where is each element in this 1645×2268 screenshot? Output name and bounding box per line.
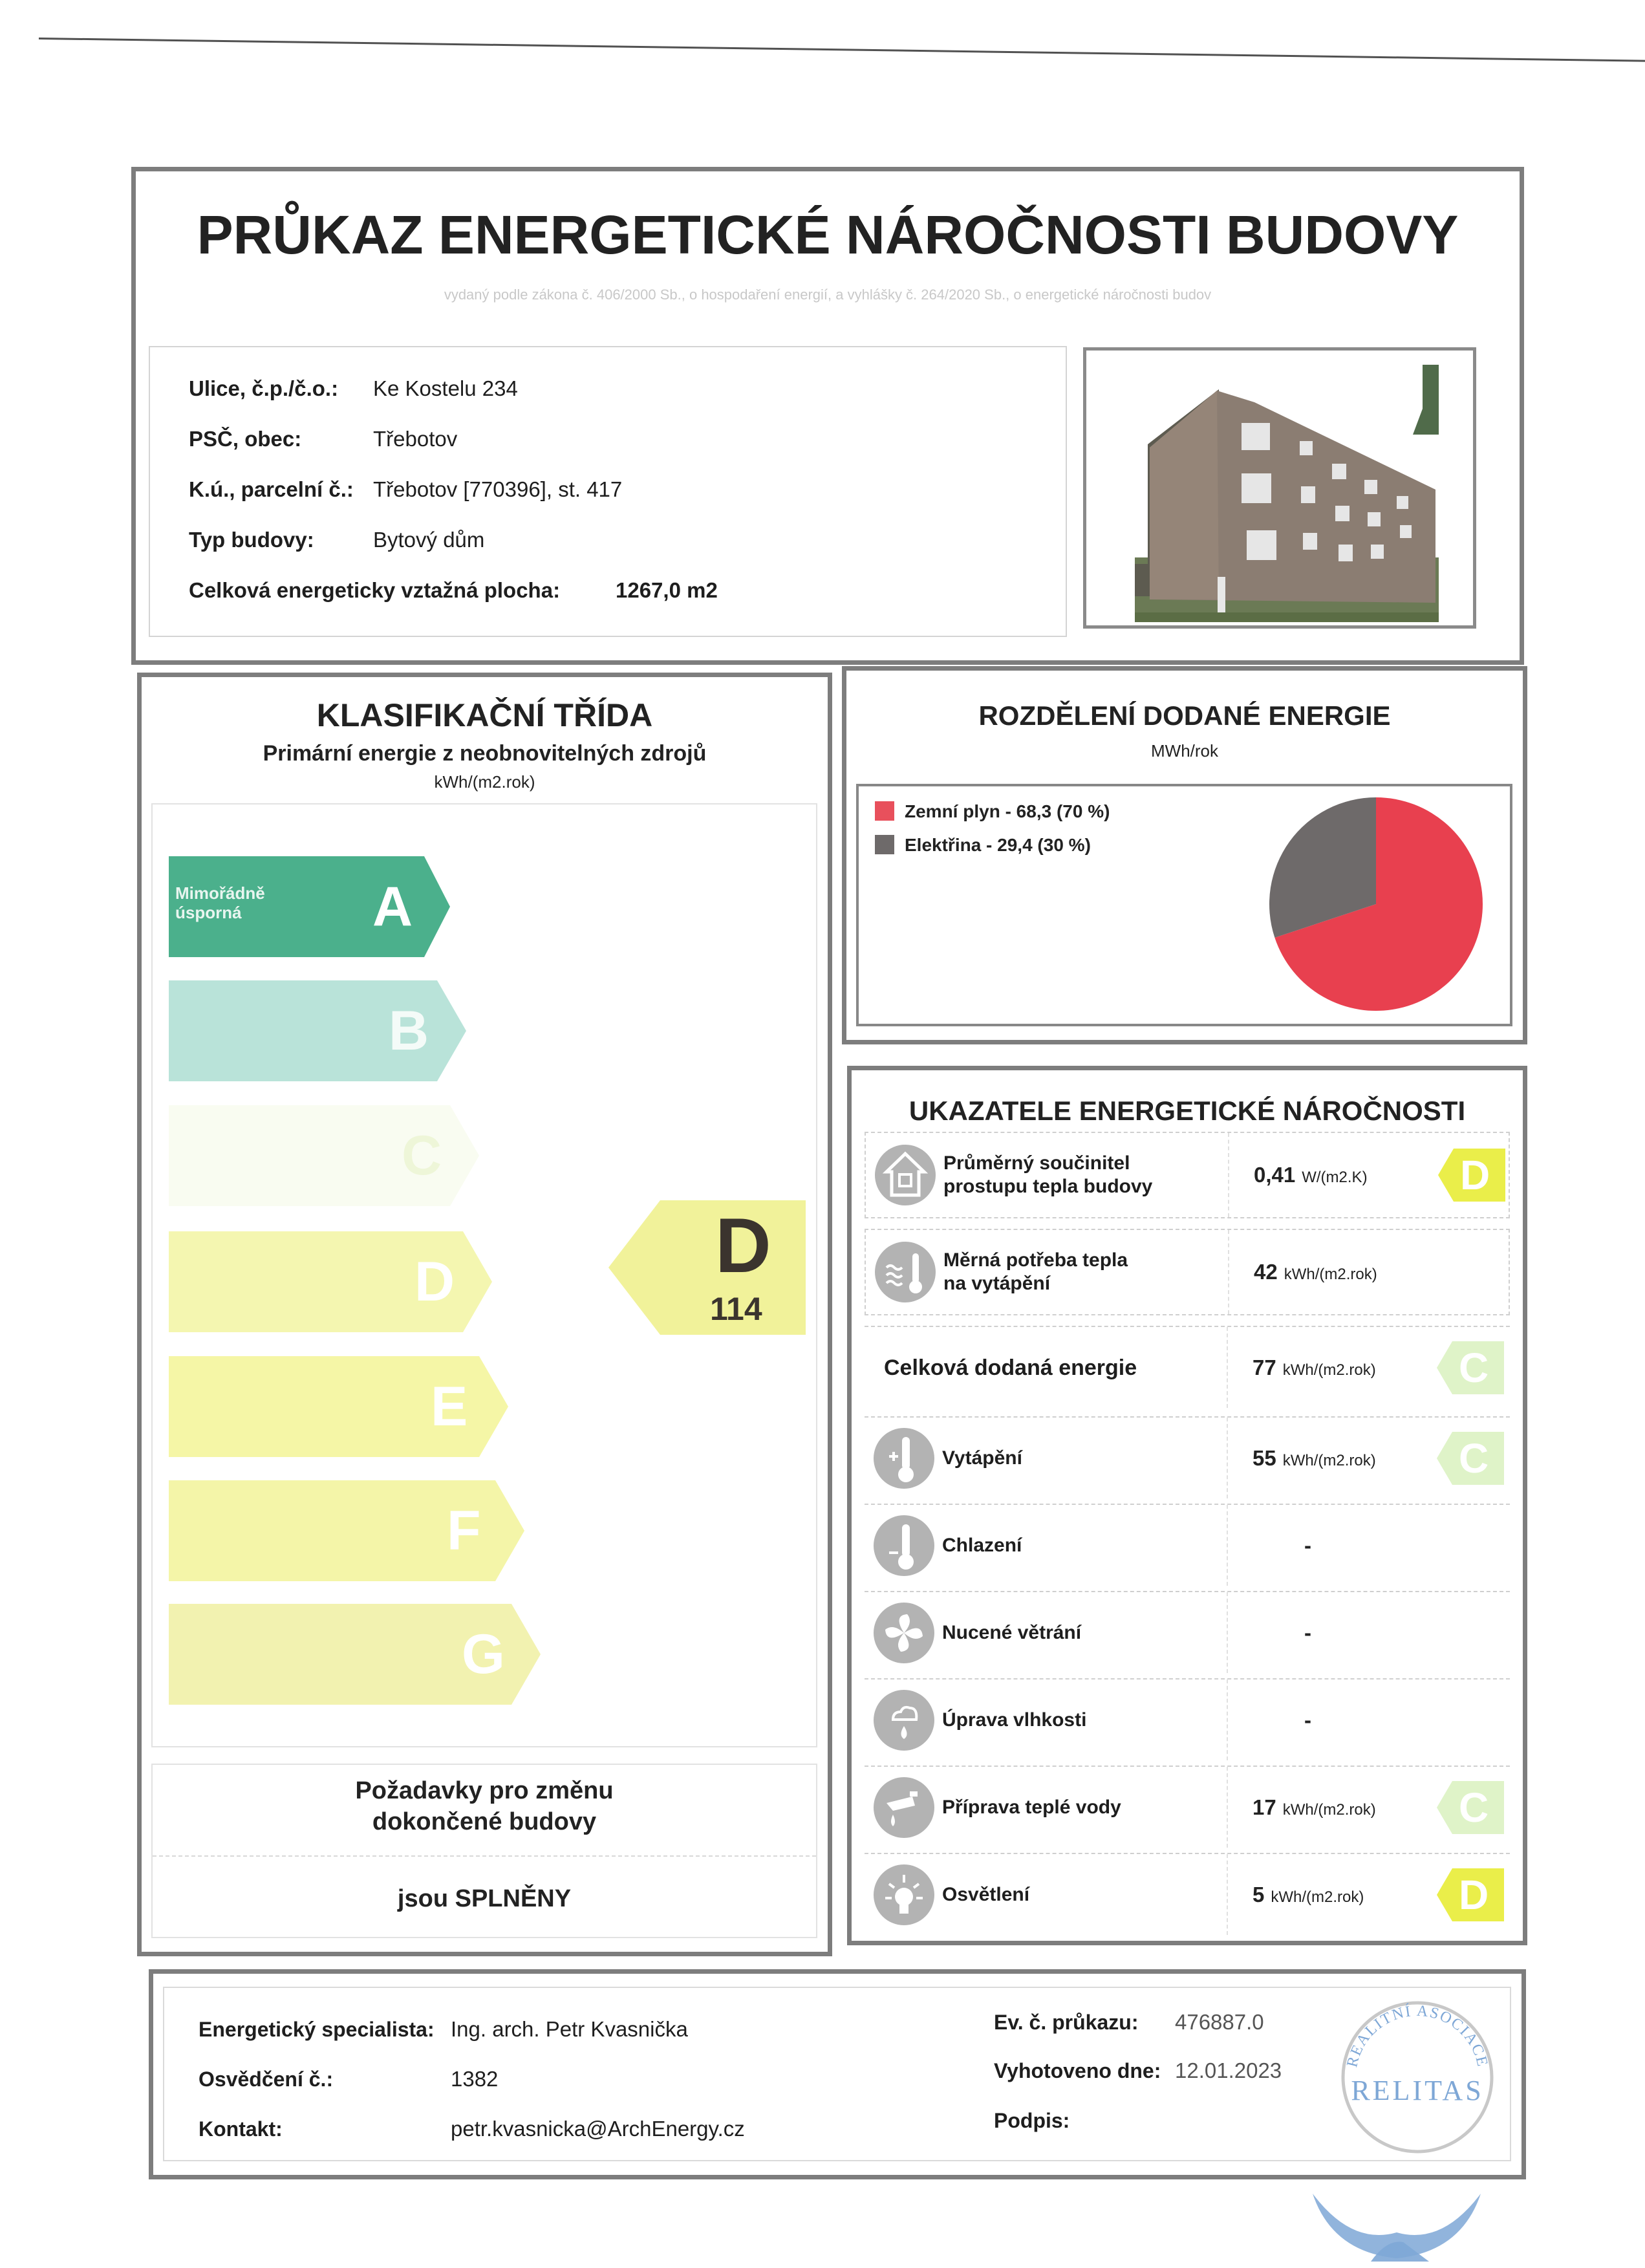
indicator-class-badge [1437, 1341, 1504, 1394]
indicator-class-badge [1438, 1149, 1505, 1202]
requirements-box [151, 1764, 817, 1938]
info-value: Bytový dům [373, 528, 485, 552]
certificate-label: Osvědčení č.: [199, 2068, 334, 2091]
indicator-label [943, 1152, 1152, 1198]
building-info-box [149, 346, 1067, 637]
class-a-caption-line1: Mimořádně [175, 883, 265, 903]
stamp-wings [1313, 2194, 1481, 2258]
indicator-label-line1: Příprava teplé vody [942, 1796, 1121, 1818]
info-row-address [189, 376, 1053, 405]
issue-date-value: 12.01.2023 [1175, 2058, 1282, 2082]
classification-unit: kWh/(m2.rok) [434, 772, 535, 792]
indicator-class-letter: C [1459, 1434, 1489, 1482]
evidence-number-label: Ev. č. průkazu: [994, 2011, 1139, 2034]
indicator-value [1304, 1531, 1311, 1560]
house-icon [875, 1145, 936, 1205]
indicator-unit: kWh/(m2.rok) [1282, 1800, 1376, 1819]
requirements-status: jsou SPLNĚNY [397, 1885, 572, 1912]
indicator-label-line1: Celková dodaná energie [884, 1355, 1137, 1380]
indicator-class-badge [1437, 1781, 1504, 1834]
info-value: Ke Kostelu 234 [373, 376, 518, 400]
info-value: 1267,0 m2 [616, 578, 718, 602]
class-letter-g: G [462, 1623, 505, 1685]
realitas-stamp [1300, 2181, 1494, 2265]
class-letter-f: F [447, 1500, 481, 1562]
indicator-column-divider [1227, 1767, 1228, 1848]
indicator-column-divider [1227, 1592, 1228, 1673]
indicator-row [865, 1853, 1510, 1935]
indicator-label [942, 1883, 1029, 1906]
indicator-row [865, 1678, 1510, 1760]
indicator-label-line1: Vytápění [942, 1447, 1022, 1469]
indicator-number: 0,41 [1254, 1163, 1296, 1187]
indicator-number: - [1304, 1533, 1311, 1557]
class-letter-e: E [431, 1376, 468, 1438]
indicator-class-letter: D [1460, 1152, 1490, 1198]
indicator-value [1253, 1354, 1376, 1385]
class-a-caption [175, 883, 265, 922]
indicator-number: 42 [1254, 1260, 1278, 1284]
indicator-label [884, 1355, 1137, 1381]
indicator-label-line1: Úprava vlhkosti [942, 1709, 1087, 1731]
indicator-column-divider [1228, 1230, 1229, 1314]
class-letter-d: D [414, 1251, 455, 1313]
stamp-seal-graphic [1337, 1993, 1498, 2155]
indicator-value [1254, 1161, 1368, 1192]
evidence-number-value: 476887.0 [1175, 2010, 1264, 2034]
indicator-number: 77 [1253, 1355, 1276, 1379]
legend-swatch-electricity [875, 835, 894, 854]
info-label: K.ú., parcelní č.: [189, 477, 354, 501]
indicator-value [1253, 1793, 1376, 1824]
indicator-label-line1: Osvětlení [942, 1883, 1030, 1905]
building-photo-image [1086, 351, 1473, 625]
indicator-number: - [1304, 1707, 1311, 1732]
indicator-column-divider [1228, 1133, 1229, 1217]
indicator-label [942, 1796, 1121, 1819]
indicator-label [942, 1709, 1086, 1732]
info-value: Třebotov [373, 427, 458, 451]
indicator-column-divider [1227, 1418, 1228, 1498]
building-photo [1083, 347, 1476, 629]
page-subtitle: vydaný podle zákona č. 406/2000 Sb., o hospodaření energií, a vyhlášky č. 264/2020 Sb., o energetické náročnosti budov [444, 286, 1212, 303]
indicator-column-divider [1227, 1327, 1228, 1408]
info-row-city [189, 427, 1053, 455]
indicator-label [942, 1534, 1022, 1557]
indicator-number: - [1304, 1620, 1311, 1645]
humidity-icon [874, 1690, 934, 1751]
indicator-row [865, 1504, 1510, 1586]
rating-arrow [608, 1200, 806, 1335]
class-letter-b: B [389, 1000, 429, 1062]
indicator-number: 55 [1253, 1445, 1276, 1470]
stamp-seal [1337, 1993, 1498, 2155]
pie-chart-box [856, 784, 1512, 1026]
indicators-section [847, 1066, 1527, 1945]
indicator-row [865, 1591, 1510, 1673]
footer-section [149, 1969, 1526, 2179]
legend-item-electricity [875, 834, 1091, 856]
indicator-value [1254, 1258, 1377, 1289]
class-letter-a: A [372, 876, 413, 938]
energy-split-unit: MWh/rok [1151, 741, 1218, 761]
indicator-class-letter: D [1459, 1871, 1489, 1918]
indicator-column-divider [1227, 1505, 1228, 1586]
footer-inner [163, 1987, 1511, 2161]
indicator-row [865, 1766, 1510, 1848]
page-title: PRŮKAZ ENERGETICKÉ NÁROČNOSTI BUDOVY [197, 204, 1459, 265]
stamp-graphic [1300, 2181, 1494, 2265]
info-row-floor-area [189, 578, 1053, 607]
indicator-label-line1: Průměrný součinitel [943, 1152, 1130, 1174]
rating-value: 114 [710, 1291, 762, 1327]
indicator-label-line1: Chlazení [942, 1534, 1022, 1556]
pie-chart [1266, 794, 1486, 1014]
indicator-unit: kWh/(m2.rok) [1284, 1266, 1377, 1283]
energy-split-section [842, 666, 1527, 1044]
indicator-value [1304, 1619, 1311, 1647]
requirements-line2: dokončené budovy [372, 1808, 597, 1835]
legend-item-gas [875, 801, 1110, 823]
info-label: PSČ, obec: [189, 427, 302, 451]
classification-section [137, 673, 832, 1956]
indicator-number: 5 [1253, 1882, 1265, 1906]
energy-split-title: ROZDĚLENÍ DODANÉ ENERGIE [978, 700, 1391, 731]
indicator-class-letter: C [1459, 1784, 1489, 1831]
certificate-value: 1382 [451, 2067, 499, 2091]
indicator-class-badge [1437, 1868, 1504, 1921]
heat-demand-icon [875, 1242, 936, 1302]
indicator-label [942, 1621, 1081, 1645]
signature-label: Podpis: [994, 2109, 1070, 2132]
indicator-label-line1: Nucené větrání [942, 1621, 1082, 1643]
stamp-arc-text: REALITNÍ ASOCIACE [1344, 2002, 1491, 2069]
specialist-label: Energetický specialista: [199, 2018, 435, 2041]
class-letter-c: C [402, 1125, 442, 1187]
indicator-column-divider [1227, 1679, 1228, 1760]
indicator-label [943, 1249, 1128, 1295]
indicator-value [1304, 1706, 1311, 1734]
hot-water-tap-icon [874, 1777, 934, 1838]
indicator-label-line1: Měrná potřeba tepla [943, 1249, 1128, 1271]
indicator-row [865, 1132, 1510, 1218]
info-row-building-type [189, 528, 1053, 556]
indicator-unit: kWh/(m2.rok) [1282, 1451, 1376, 1469]
legend-label-gas: Zemní plyn - 68,3 (70 %) [905, 801, 1110, 821]
class-scale-box [151, 803, 817, 1747]
heating-thermometer-icon [874, 1428, 934, 1489]
info-value: Třebotov [770396], st. 417 [373, 477, 623, 501]
stamp-handshake [1371, 2241, 1429, 2262]
indicator-row [865, 1326, 1510, 1408]
classification-title: KLASIFIKAČNÍ TŘÍDA [316, 697, 653, 733]
specialist-value: Ing. arch. Petr Kvasnička [451, 2017, 688, 2041]
indicator-label-line2: na vytápění [943, 1273, 1051, 1294]
info-label: Ulice, č.p./č.o.: [189, 376, 339, 400]
indicator-number: 17 [1253, 1795, 1276, 1819]
rating-class: D [715, 1202, 771, 1289]
cooling-thermometer-icon [874, 1515, 934, 1576]
issue-date-label: Vyhotoveno dne: [994, 2059, 1161, 2082]
requirements-line1: Požadavky pro změnu [355, 1777, 614, 1804]
header-section [131, 167, 1524, 665]
indicators-title: UKAZATELE ENERGETICKÉ NÁROČNOSTI [909, 1096, 1466, 1126]
indicator-row [865, 1416, 1510, 1498]
legend-label-electricity: Elektřina - 29,4 (30 %) [905, 835, 1091, 855]
indicator-unit: W/(m2.K) [1302, 1169, 1368, 1186]
indicator-unit: kWh/(m2.rok) [1282, 1361, 1376, 1379]
info-label: Typ budovy: [189, 528, 314, 552]
indicator-class-letter: C [1459, 1344, 1489, 1391]
light-bulb-icon [874, 1864, 934, 1925]
classification-subtitle: Primární energie z neobnovitelných zdrojů [263, 741, 707, 766]
fan-icon [874, 1603, 934, 1663]
indicator-row [865, 1229, 1510, 1315]
info-row-parcel [189, 477, 1053, 506]
indicator-value [1253, 1444, 1376, 1475]
contact-email[interactable]: petr.kvasnicka@ArchEnergy.cz [451, 2117, 745, 2141]
legend-swatch-gas [875, 801, 894, 821]
info-label: Celková energeticky vztažná plocha: [189, 578, 561, 602]
indicator-label-line2: prostupu tepla budovy [943, 1176, 1153, 1197]
scan-edge-line [39, 38, 1645, 62]
contact-label: Kontakt: [199, 2117, 283, 2141]
indicator-column-divider [1227, 1854, 1228, 1935]
indicator-unit: kWh/(m2.rok) [1271, 1888, 1364, 1906]
stamp-name: RELITAS [1351, 2075, 1484, 2106]
class-a-caption-line2: úsporná [175, 903, 242, 922]
requirements-divider [153, 1855, 816, 1857]
indicator-value [1253, 1881, 1364, 1912]
indicator-label [942, 1447, 1022, 1470]
indicator-class-badge [1437, 1432, 1504, 1485]
